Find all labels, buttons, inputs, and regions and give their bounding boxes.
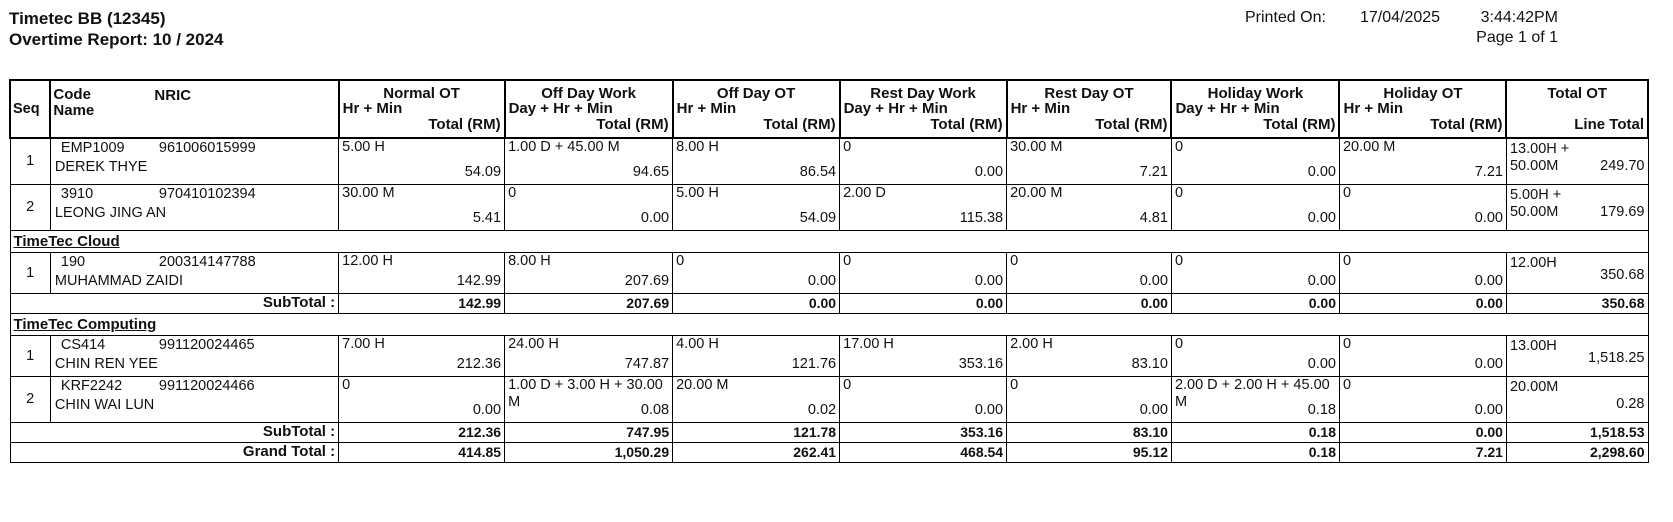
ot-duration: 0 bbox=[508, 184, 517, 201]
ot-amount: 0.00 bbox=[1307, 209, 1336, 226]
subtotal-row-value bbox=[673, 293, 840, 313]
col-total: Total (RM) bbox=[1095, 116, 1168, 133]
ot-cell bbox=[505, 252, 673, 293]
ot-duration: 7.00 H bbox=[342, 335, 385, 352]
col-code-label: Code bbox=[53, 86, 91, 103]
line-total: 350.68 bbox=[1600, 266, 1645, 283]
printed-date: 17/04/2025 bbox=[1360, 9, 1441, 26]
ot-amount: 0.00 bbox=[1139, 272, 1168, 289]
col-total-ot bbox=[1506, 80, 1648, 138]
col-title: Rest Day OT bbox=[1044, 85, 1134, 102]
ot-amount: 54.09 bbox=[464, 164, 502, 180]
seq-cell bbox=[10, 376, 50, 422]
total-ot-cell bbox=[1506, 252, 1648, 293]
ot-cell bbox=[673, 376, 840, 422]
col-normal-ot bbox=[339, 80, 505, 138]
ot-cell bbox=[1171, 335, 1339, 376]
ot-cell bbox=[505, 335, 673, 376]
ot-amount: 0.00 bbox=[1474, 355, 1503, 372]
total-ot-cell bbox=[1506, 138, 1648, 184]
ot-cell bbox=[1339, 138, 1506, 184]
ot-amount: 0.00 bbox=[640, 209, 670, 226]
subtotal-row-amount: 747.95 bbox=[626, 424, 670, 440]
col-title: Holiday OT bbox=[1383, 85, 1463, 102]
subtotal-row-value bbox=[673, 422, 840, 442]
ot-cell bbox=[840, 335, 1007, 376]
ot-cell bbox=[1339, 184, 1506, 230]
subtotal-row-amount: 212.36 bbox=[458, 424, 502, 440]
group-name bbox=[10, 313, 1648, 335]
total-ot-cell bbox=[1506, 335, 1648, 376]
ot-cell bbox=[840, 184, 1007, 230]
ot-amount: 83.10 bbox=[1131, 355, 1168, 372]
subtotal-row-value bbox=[1339, 293, 1506, 313]
ot-duration: 4.00 H bbox=[676, 335, 719, 352]
company-name: Timetec BB (12345) bbox=[9, 9, 166, 28]
grand-total-row-amount: 95.12 bbox=[1132, 444, 1168, 460]
col-holiday-ot bbox=[1339, 80, 1506, 138]
grand-total-row-value bbox=[673, 442, 840, 462]
ot-amount: 54.09 bbox=[799, 209, 837, 226]
col-total: Total (RM) bbox=[930, 116, 1003, 133]
col-nric-label: NRIC bbox=[154, 87, 192, 104]
ot-duration: 5.00 H bbox=[342, 139, 385, 155]
ot-cell bbox=[1007, 335, 1172, 376]
printed-on-label: Printed On: bbox=[1245, 9, 1326, 26]
ot-cell bbox=[1171, 252, 1339, 293]
ot-amount: 0.00 bbox=[1307, 164, 1336, 180]
col-sub: Day + Hr + Min bbox=[1175, 100, 1280, 117]
ot-duration: 0 bbox=[1174, 139, 1184, 155]
ot-cell bbox=[673, 184, 840, 230]
ot-cell bbox=[673, 138, 840, 184]
grand-total-row-amount: 2,298.60 bbox=[1590, 444, 1645, 460]
total-ot-duration: 12.00H bbox=[1509, 254, 1557, 271]
subtotal-row bbox=[10, 293, 1648, 313]
ot-duration: 2.00 D + 2.00 H + 45.00 M bbox=[1174, 376, 1330, 410]
ot-duration: 0 bbox=[843, 376, 852, 393]
col-title: Off Day OT bbox=[716, 85, 796, 102]
table-row bbox=[10, 252, 1648, 293]
col-off-day-work bbox=[505, 80, 673, 138]
grand-total-row-value bbox=[505, 442, 673, 462]
ot-duration: 20.00 M bbox=[1342, 139, 1396, 155]
total-ot-duration: 5.00H + 50.00M bbox=[1509, 186, 1562, 220]
seq-cell bbox=[10, 252, 50, 293]
ot-duration: 5.00 H bbox=[676, 184, 719, 201]
line-total: 249.70 bbox=[1600, 158, 1645, 174]
ot-cell bbox=[339, 184, 505, 230]
ot-amount: 207.69 bbox=[624, 272, 670, 289]
col-total: Total (RM) bbox=[1430, 116, 1503, 133]
group-name bbox=[10, 230, 1648, 252]
grand-total-row-amount: 262.41 bbox=[793, 444, 837, 460]
table-row bbox=[10, 335, 1648, 376]
ot-amount: 0.00 bbox=[974, 272, 1004, 289]
ot-cell bbox=[1339, 335, 1506, 376]
subtotal-row-amount: 121.78 bbox=[793, 424, 837, 440]
col-off-day-ot bbox=[673, 80, 840, 138]
ot-cell bbox=[505, 184, 673, 230]
seq-value: 2 bbox=[26, 199, 35, 215]
col-total: Total (RM) bbox=[596, 116, 669, 133]
col-name-label: Name bbox=[53, 102, 95, 119]
table-header-row bbox=[10, 80, 1648, 138]
ot-amount: 0.00 bbox=[1474, 272, 1503, 289]
subtotal-row-label-text: SubTotal : bbox=[262, 293, 336, 311]
table-row bbox=[10, 184, 1648, 230]
ot-duration: 0 bbox=[1010, 252, 1019, 269]
report-header bbox=[9, 8, 223, 50]
subtotal-row-amount: 0.00 bbox=[1140, 295, 1168, 311]
grand-total-row-label bbox=[10, 442, 339, 462]
subtotal-row-value bbox=[1007, 293, 1172, 313]
subtotal-row-value bbox=[505, 422, 673, 442]
employee-code: EMP1009 bbox=[60, 140, 125, 156]
ot-cell bbox=[1007, 184, 1172, 230]
ot-duration: 2.00 H bbox=[1010, 335, 1053, 352]
ot-cell bbox=[505, 376, 673, 422]
ot-cell bbox=[339, 252, 505, 293]
ot-amount: 353.16 bbox=[958, 355, 1004, 372]
ot-duration: 2.00 D bbox=[843, 184, 886, 201]
ot-cell bbox=[840, 376, 1007, 422]
group-header-row bbox=[10, 230, 1648, 252]
subtotal-row-value bbox=[339, 422, 505, 442]
ot-amount: 7.21 bbox=[1139, 164, 1168, 180]
seq-cell bbox=[10, 335, 50, 376]
col-seq bbox=[10, 80, 50, 138]
col-total: Total (RM) bbox=[763, 116, 836, 133]
ot-amount: 0.02 bbox=[807, 401, 837, 418]
employee-name: MUHAMMAD ZAIDI bbox=[54, 272, 183, 289]
grand-total-row-amount: 0.18 bbox=[1308, 444, 1336, 460]
employee-nric: 991120024465 bbox=[158, 336, 255, 353]
subtotal-row-value bbox=[1171, 293, 1339, 313]
ot-amount: 0.00 bbox=[1307, 272, 1336, 289]
subtotal-row-amount: 0.00 bbox=[1475, 424, 1503, 440]
col-sub: Hr + Min bbox=[1010, 100, 1071, 117]
subtotal-row-amount: 0.00 bbox=[975, 295, 1004, 311]
col-total: Line Total bbox=[1574, 116, 1644, 133]
ot-cell bbox=[1007, 138, 1172, 184]
ot-duration: 0 bbox=[342, 376, 351, 393]
subtotal-row-value bbox=[1171, 422, 1339, 442]
col-holiday-work bbox=[1171, 80, 1339, 138]
grand-total-row-value bbox=[1171, 442, 1339, 462]
col-sub: Hr + Min bbox=[342, 100, 403, 117]
grand-total-row-value bbox=[339, 442, 505, 462]
seq-value: 2 bbox=[26, 391, 35, 407]
col-sub: Hr + Min bbox=[676, 100, 737, 117]
employee-name: DEREK THYE bbox=[54, 159, 148, 175]
ot-amount: 0.00 bbox=[974, 164, 1004, 180]
ot-cell bbox=[1171, 376, 1339, 422]
seq-value: 1 bbox=[26, 264, 35, 281]
total-ot-cell bbox=[1506, 376, 1648, 422]
employee-nric: 961006015999 bbox=[158, 140, 256, 156]
employee-cell bbox=[50, 335, 338, 376]
table-row bbox=[10, 138, 1648, 184]
grand-total-row-value bbox=[1007, 442, 1172, 462]
ot-amount: 0.00 bbox=[472, 401, 502, 418]
ot-duration: 1.00 D + 3.00 H + 30.00 M bbox=[508, 376, 663, 410]
total-ot-duration: 20.00M bbox=[1509, 378, 1559, 395]
total-ot-cell bbox=[1506, 184, 1648, 230]
ot-duration: 0 bbox=[1342, 376, 1352, 393]
grand-total-row-value bbox=[1339, 442, 1506, 462]
subtotal-row-amount: 142.99 bbox=[458, 295, 502, 311]
ot-duration: 8.00 H bbox=[508, 252, 551, 269]
subtotal-row-amount: 1,518.53 bbox=[1590, 424, 1645, 440]
group-name-text: TimeTec Cloud bbox=[13, 232, 120, 250]
ot-amount: 0.00 bbox=[1474, 209, 1503, 226]
subtotal-row-value bbox=[840, 422, 1007, 442]
subtotal-row-label bbox=[10, 293, 339, 313]
ot-amount: 86.54 bbox=[799, 164, 837, 180]
employee-code: CS414 bbox=[60, 336, 106, 353]
total-ot-duration: 13.00H + 50.00M bbox=[1509, 141, 1570, 174]
employee-nric: 970410102394 bbox=[158, 185, 256, 202]
ot-duration: 0 bbox=[1174, 184, 1184, 201]
employee-nric: 200314147788 bbox=[158, 253, 256, 270]
ot-amount: 94.65 bbox=[632, 164, 670, 180]
ot-duration: 0 bbox=[1342, 335, 1352, 352]
col-title: Normal OT bbox=[383, 85, 460, 102]
ot-cell bbox=[1171, 184, 1339, 230]
ot-cell bbox=[1339, 252, 1506, 293]
ot-cell bbox=[840, 252, 1007, 293]
col-rest-day-work bbox=[840, 80, 1007, 138]
subtotal-row-value bbox=[339, 293, 505, 313]
group-name-text: TimeTec Computing bbox=[13, 315, 157, 333]
ot-cell bbox=[505, 138, 673, 184]
seq-cell bbox=[10, 184, 50, 230]
line-total: 1,518.25 bbox=[1588, 349, 1645, 366]
grand-total-row-label-text: Grand Total : bbox=[242, 442, 336, 460]
ot-cell bbox=[673, 335, 840, 376]
printed-time: 3:44:42PM bbox=[1480, 9, 1558, 26]
employee-cell bbox=[50, 376, 338, 422]
subtotal-row-amount: 353.16 bbox=[960, 424, 1004, 440]
ot-amount: 212.36 bbox=[456, 355, 502, 372]
ot-cell bbox=[673, 252, 840, 293]
ot-amount: 0.00 bbox=[1474, 401, 1503, 418]
ot-duration: 20.00 M bbox=[1010, 184, 1063, 201]
ot-duration: 17.00 H bbox=[843, 335, 894, 352]
line-total: 0.28 bbox=[1616, 395, 1645, 412]
col-sub: Hr + Min bbox=[1343, 100, 1404, 117]
col-total: Total (RM) bbox=[1263, 116, 1336, 133]
ot-duration: 0 bbox=[676, 252, 685, 269]
subtotal-row-value bbox=[840, 293, 1007, 313]
subtotal-row bbox=[10, 422, 1648, 442]
group-header-row bbox=[10, 313, 1648, 335]
subtotal-row-value bbox=[1506, 422, 1648, 442]
ot-duration: 8.00 H bbox=[676, 139, 719, 155]
grand-total-row-value bbox=[1506, 442, 1648, 462]
ot-cell bbox=[1171, 138, 1339, 184]
col-seq-label: Seq bbox=[13, 101, 40, 117]
employee-name: CHIN REN YEE bbox=[54, 355, 158, 372]
ot-cell bbox=[1339, 376, 1506, 422]
ot-amount: 115.38 bbox=[959, 209, 1004, 226]
employee-name: CHIN WAI LUN bbox=[54, 396, 155, 413]
ot-cell bbox=[840, 138, 1007, 184]
ot-cell bbox=[1007, 252, 1172, 293]
col-title: Holiday Work bbox=[1207, 85, 1304, 102]
ot-duration: 0 bbox=[1342, 184, 1352, 201]
grand-total-row-amount: 468.54 bbox=[960, 444, 1004, 460]
ot-amount: 7.21 bbox=[1474, 164, 1503, 180]
ot-amount: 0.00 bbox=[974, 401, 1004, 418]
ot-duration: 30.00 M bbox=[342, 184, 395, 201]
ot-duration: 24.00 H bbox=[508, 335, 559, 352]
seq-value: 1 bbox=[26, 347, 35, 364]
ot-duration: 0 bbox=[1174, 252, 1184, 269]
grand-total-row-value bbox=[840, 442, 1007, 462]
ot-cell bbox=[339, 376, 505, 422]
ot-duration: 20.00 M bbox=[676, 376, 729, 393]
total-ot-duration: 13.00H bbox=[1509, 337, 1557, 354]
seq-cell bbox=[10, 138, 50, 184]
line-total: 179.69 bbox=[1600, 203, 1645, 220]
ot-amount: 121.76 bbox=[791, 355, 837, 372]
ot-duration: 1.00 D + 45.00 M bbox=[508, 139, 620, 155]
ot-duration: 0 bbox=[1342, 252, 1352, 269]
table-row bbox=[10, 376, 1648, 422]
ot-duration: 0 bbox=[843, 252, 852, 269]
ot-cell bbox=[1007, 376, 1172, 422]
grand-total-row bbox=[10, 442, 1648, 462]
subtotal-row-label bbox=[10, 422, 339, 442]
ot-amount: 5.41 bbox=[472, 209, 502, 226]
ot-duration: 0 bbox=[843, 139, 852, 155]
subtotal-row-value bbox=[1007, 422, 1172, 442]
subtotal-row-amount: 350.68 bbox=[1601, 295, 1645, 311]
subtotal-row-amount: 0.00 bbox=[808, 295, 837, 311]
grand-total-row-amount: 414.85 bbox=[458, 444, 502, 460]
col-title: Off Day Work bbox=[541, 85, 636, 102]
col-rest-day-ot bbox=[1007, 80, 1172, 138]
subtotal-row-amount: 83.10 bbox=[1132, 424, 1168, 440]
ot-duration: 0 bbox=[1174, 335, 1184, 352]
ot-amount: 0.00 bbox=[1139, 401, 1168, 418]
col-total: Total (RM) bbox=[428, 116, 501, 133]
ot-amount: 0.08 bbox=[640, 401, 670, 418]
col-title: Rest Day Work bbox=[870, 85, 976, 102]
employee-cell bbox=[50, 252, 338, 293]
employee-cell bbox=[50, 184, 338, 230]
col-title: Total OT bbox=[1547, 85, 1608, 102]
employee-cell bbox=[50, 138, 338, 184]
ot-duration: 12.00 H bbox=[342, 252, 393, 269]
ot-cell bbox=[339, 138, 505, 184]
ot-amount: 0.18 bbox=[1307, 401, 1336, 418]
ot-amount: 0.00 bbox=[807, 272, 837, 289]
grand-total-row-amount: 1,050.29 bbox=[614, 444, 670, 460]
subtotal-row-label-text: SubTotal : bbox=[262, 422, 336, 440]
ot-amount: 142.99 bbox=[456, 272, 502, 289]
subtotal-row-amount: 207.69 bbox=[626, 295, 670, 311]
ot-duration: 0 bbox=[1010, 376, 1019, 393]
subtotal-row-value bbox=[1339, 422, 1506, 442]
seq-value: 1 bbox=[26, 153, 35, 170]
col-sub: Day + Hr + Min bbox=[508, 100, 613, 117]
subtotal-row-amount: 0.00 bbox=[1475, 295, 1503, 311]
subtotal-row-value bbox=[505, 293, 673, 313]
employee-code: 3910 bbox=[60, 185, 94, 202]
col-employee bbox=[50, 80, 338, 138]
grand-total-row-amount: 7.21 bbox=[1475, 444, 1503, 460]
ot-amount: 747.87 bbox=[624, 355, 670, 372]
ot-cell bbox=[339, 335, 505, 376]
col-sub: Day + Hr + Min bbox=[843, 100, 948, 117]
ot-amount: 4.81 bbox=[1139, 209, 1168, 226]
subtotal-row-amount: 0.00 bbox=[1308, 295, 1336, 311]
employee-code: 190 bbox=[60, 253, 86, 270]
overtime-table bbox=[9, 79, 1649, 463]
ot-duration: 30.00 M bbox=[1010, 139, 1063, 155]
employee-name: LEONG JING AN bbox=[54, 204, 167, 221]
page-number: Page 1 of 1 bbox=[1476, 29, 1558, 46]
ot-amount: 0.00 bbox=[1307, 355, 1336, 372]
employee-code: KRF2242 bbox=[60, 377, 123, 394]
subtotal-row-value bbox=[1506, 293, 1648, 313]
subtotal-row-amount: 0.18 bbox=[1308, 424, 1336, 440]
employee-nric: 991120024466 bbox=[158, 377, 255, 394]
report-title: Overtime Report: 10 / 2024 bbox=[9, 30, 224, 49]
